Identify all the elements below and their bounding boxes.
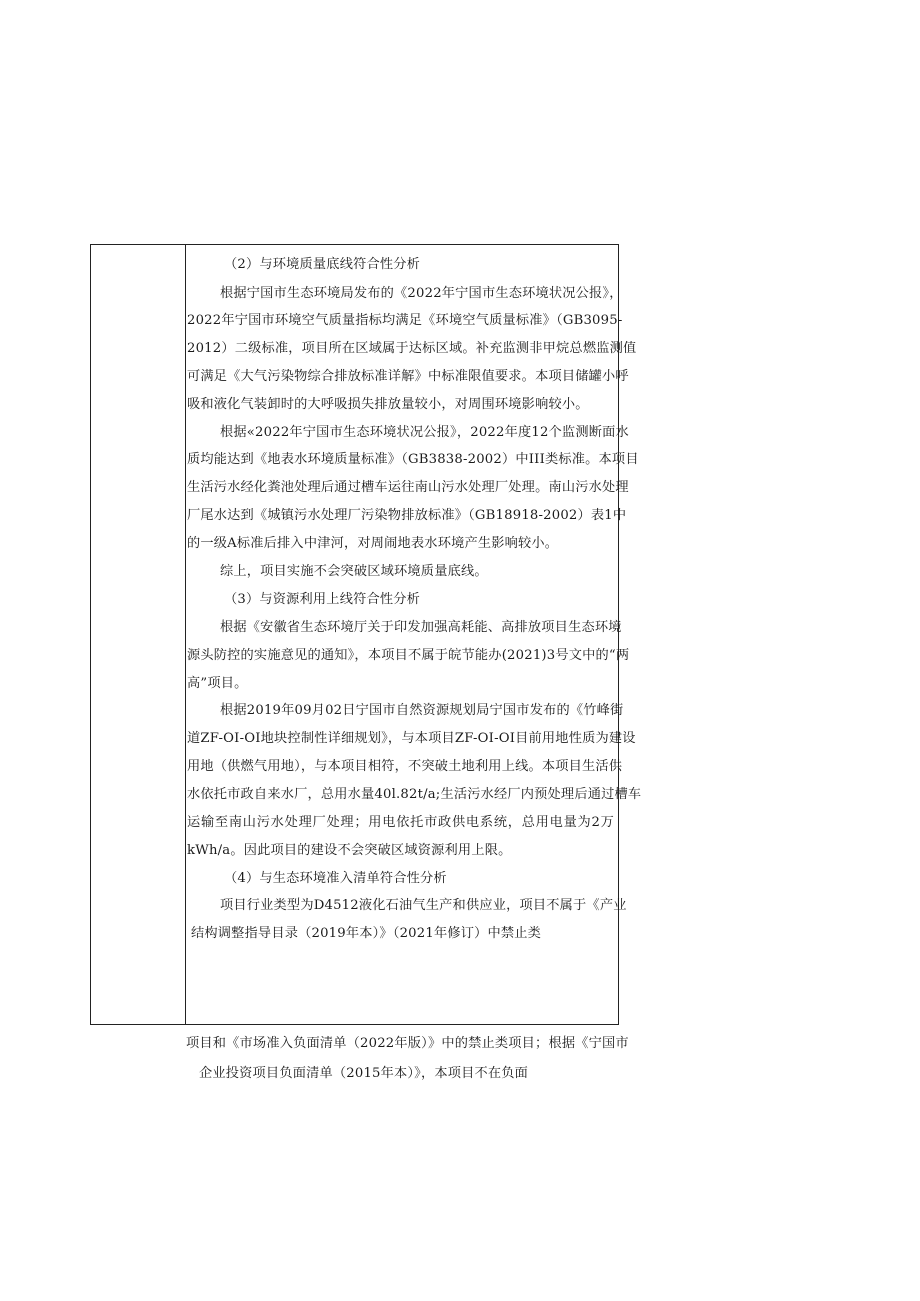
heading-environment-quality: （2）与环境质量底线符合性分析 (224, 257, 421, 272)
paragraph-line: 厂尾水达到《城镇污水处理厂污染物排放标准》（GB18918-2002）表1中 (187, 508, 627, 523)
continuation-line: 企业投资项目负面清单（2015年本）》，本项目不在负面 (199, 1066, 529, 1081)
paragraph-line: 质均能达到《地表水环境质量标准》（GB3838-2002）中III类标准。本项目 (187, 452, 639, 467)
paragraph-line: 项目行业类型为D4512液化石油气生产和供应业，项目不属于《产业 (220, 898, 627, 913)
paragraph-line: 综上，项目实施不会突破区域环境质量底线。 (220, 564, 488, 579)
heading-ecological-access: （4）与生态环境准入清单符合性分析 (224, 871, 447, 886)
paragraph-line: 结构调整指导目录（2019年本）》（2021年修订）中禁止类 (191, 926, 542, 941)
paragraph-line: 高”项目。 (187, 676, 248, 691)
paragraph-line: 根据«2022年宁国市生态环境状况公报》，2022年度12个监测断面水 (220, 425, 629, 440)
paragraph-line: 2012）二级标准，项目所在区域属于达标区域。补充监测非甲烷总燃监测值 (187, 341, 637, 356)
paragraph-line: 道ZF-OI-OI地块控制性详细规划》，与本项目ZF-OI-OI目前用地性质为建设 (187, 731, 636, 746)
paragraph-line: 用地（供燃气用地），与本项目相符，不突破土地利用上线。本项目生活供 (187, 759, 623, 774)
paragraph-line: 根据2019年09月02日宁国市自然资源规划局宁国市发布的《竹峰街 (220, 703, 624, 718)
paragraph-line: 水依托市政自来水厂，总用水量40l.82t∕a;生活污水经厂内预处理后通过槽车 (187, 787, 642, 802)
paragraph-line: 可满足《大气污染物综合排放标准详解》中标准限值要求。本项目储罐小呼 (187, 369, 629, 384)
paragraph-line: 根据宁国市生态环境局发布的《2022年宁国市生态环境状况公报》， (220, 286, 623, 301)
paragraph-line: 根据《安徽省生态环境厅关于印发加强高耗能、高排放项目生态环境 (220, 620, 622, 635)
continuation-line: 项目和《市场准入负面清单（2022年版）》中的禁止类项目；根据《宁国市 (186, 1036, 629, 1051)
paragraph-line: 运输至南山污水处理厂处理；用电依托市政供电系统，总用电量为2万 (187, 815, 614, 830)
paragraph-line: 吸和液化气装卸时的大呼吸损失排放量较小，对周围环境影响较小。 (187, 397, 589, 412)
paragraph-line: 2022年宁国市环境空气质量指标均满足《环境空气质量标准》（GB3095- (187, 313, 623, 328)
table-left-column (91, 245, 186, 1024)
paragraph-line: 源头防控的实施意见的通知》，本项目不属于皖节能办(2021)3号文中的“两 (187, 648, 630, 663)
paragraph-line: 的一级A标准后排入中津河，对周闹地表水环境产生影响较小。 (187, 536, 559, 551)
paragraph-line: kWh∕a。因此项目的建设不会突破区域资源利用上限。 (187, 843, 512, 858)
heading-resource-utilization: （3）与资源利用上线符合性分析 (224, 592, 421, 607)
document-table (90, 244, 642, 1025)
paragraph-line: 生活污水经化粪池处理后通过槽车运往南山污水处理厂处理。南山污水处理 (187, 480, 629, 495)
